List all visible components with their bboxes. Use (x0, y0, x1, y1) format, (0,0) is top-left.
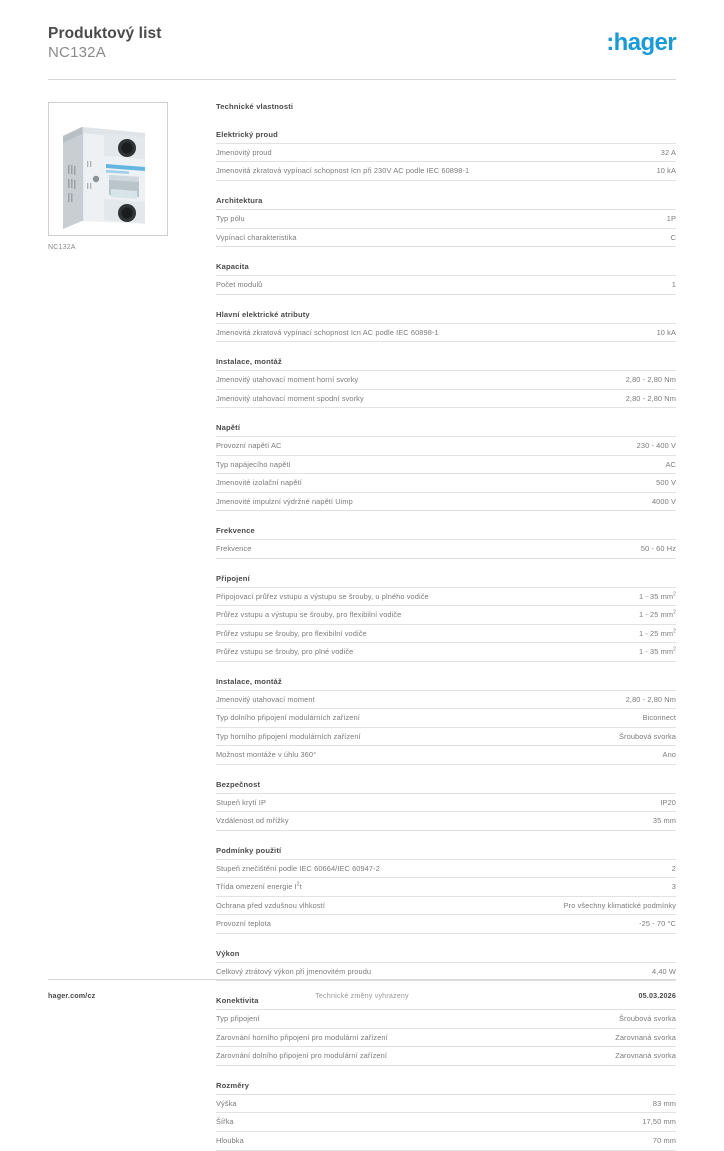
spec-row-value: AC (665, 459, 676, 469)
spec-row-value: 230 - 400 V (636, 441, 676, 451)
spec-row (216, 161, 676, 181)
spec-group (216, 574, 676, 662)
spec-row-value: 10 kA (656, 166, 676, 176)
spec-row-value: Biconnect (642, 713, 676, 723)
spec-row (216, 436, 676, 455)
spec-row-label: Typ napájecího napětí (216, 459, 291, 469)
spec-row-value: C (670, 232, 676, 242)
spec-row-value: 70 mm (652, 1135, 676, 1145)
spec-row (216, 370, 676, 389)
spec-row-label: Zarovnání dolního připojení pro modulární zařízení (216, 1051, 387, 1061)
spec-row (216, 690, 676, 709)
spec-row-value: Pro všechny klimatické podmínky (563, 900, 676, 910)
spec-row-value: 2,80 - 2,80 Nm (625, 375, 676, 385)
header-titles (48, 25, 161, 62)
spec-row-value: Zarovnaná svorka (615, 1032, 676, 1042)
spec-row-label: Vypínací charakteristika (216, 232, 297, 242)
spec-row-value: 1 - 35 $mm^2$ (638, 591, 676, 601)
spec-row-label: Šířka (216, 1117, 234, 1127)
spec-row-value: 1 - 25 $mm^2$ (638, 609, 676, 620)
spec-row-label: Jmenovitý utahovací moment (216, 694, 315, 704)
spec-row-label: Průřez vstupu a výstupu se šrouby, pro flexibilní vodiče (216, 610, 402, 620)
spec-row (216, 143, 676, 162)
spec-row-label: Frekvence (216, 544, 252, 554)
product-image-column (48, 102, 170, 251)
spec-row-value: 500 V (656, 478, 676, 488)
spec-group-heading: Kapacita (216, 262, 249, 272)
spec-row (216, 727, 676, 746)
spec-row-label: Stupeň znečištění podle IEC 60664/IEC 60947-2 (216, 863, 380, 873)
spec-group (216, 423, 676, 511)
spec-row (216, 896, 676, 915)
spec-group (216, 262, 676, 295)
spec-row-label: Typ dolního připojení modulárních zařízení (216, 713, 360, 723)
spec-row-value: Šroubová svorka (619, 731, 676, 741)
spec-row-label: Ochrana před vzdušnou vlhkostí (216, 900, 325, 910)
spec-group-heading: Instalace, montáž (216, 676, 282, 686)
spec-group (216, 677, 676, 765)
footer-row (48, 980, 676, 1000)
spec-group-heading: Rozměry (216, 1080, 250, 1090)
mcb-circuit-breaker-icon (49, 103, 167, 235)
spec-row-label: Typ horního připojení modulárních zařízení (216, 731, 361, 741)
spec-row (216, 587, 676, 606)
footer-disclaimer: Technické změny vyhrazeny (315, 991, 409, 1000)
spec-row (216, 1094, 676, 1113)
product-image-caption: NC132A (48, 243, 76, 251)
spec-row-label: Vzdálenost od mřížky (216, 816, 289, 826)
page-footer (48, 979, 676, 1000)
spec-group (216, 357, 676, 408)
spec-row (216, 877, 676, 896)
spec-row-value: 1P (666, 214, 676, 223)
footer-date: 05.03.2026 (638, 991, 676, 1000)
spec-row-label: Připojovací průřez vstupu a výstupu se šrouby, u plného vodiče (216, 591, 429, 601)
spec-row-value: 1 (671, 280, 676, 290)
spec-group (216, 526, 676, 559)
specifications-title: Technické vlastnosti (216, 101, 294, 111)
spec-row (216, 1046, 676, 1066)
spec-row-value: IP20 (660, 797, 676, 807)
product-image-frame (48, 102, 168, 236)
spec-row-value: 2,80 - 2,80 Nm (625, 694, 676, 704)
spec-group-heading: Konektivita (216, 996, 259, 1006)
spec-row-value: 1 - 25 $mm^2$ (638, 628, 676, 638)
spec-row (216, 473, 676, 492)
spec-group-heading: Výkon (216, 948, 240, 958)
spec-group (216, 846, 676, 934)
spec-row-label: Jmenovitá zkratová vypínací schopnost Icn při 230V AC podle IEC 60898-1 (216, 166, 470, 176)
spec-row (216, 914, 676, 934)
spec-row-label: Jmenovité impulzní výdržné napětí Uimp (216, 496, 353, 506)
spec-row-label: Průřez vstupu se šrouby, pro flexibilní vodiče (216, 628, 367, 638)
spec-row-value: 50 - 60 Hz (640, 544, 676, 554)
spec-row (216, 811, 676, 831)
spec-row-value: 4,40 W (651, 966, 676, 976)
spec-group (216, 780, 676, 831)
footer-website-link[interactable]: hager.com/cz (48, 991, 96, 1000)
spec-row-value: 2,80 - 2,80 Nm (625, 393, 676, 403)
spec-group-heading: Bezpečnost (216, 779, 261, 789)
spec-row-label: Typ připojení (216, 1014, 260, 1024)
spec-row-label: Zarovnání horního připojení pro modulární zařízení (216, 1032, 388, 1042)
spec-row (216, 1009, 676, 1028)
spec-row (216, 605, 676, 624)
spec-row-label: Třída omezení energie $I^2t$ (216, 881, 302, 892)
spec-group-heading: Připojení (216, 573, 250, 583)
spec-row-value: 3 (671, 882, 676, 892)
spec-row-label: Celkový ztrátový výkon při jmenovitém proudu (216, 966, 372, 976)
spec-group-heading: Napětí (216, 423, 241, 433)
spec-row-value: -25 - 70 °C (639, 919, 676, 929)
spec-row (216, 708, 676, 727)
spec-row-label: Průřez vstupu se šrouby, pro plné vodiče (216, 647, 354, 657)
spec-row-label: Jmenovitá zkratová vypínací schopnost Icn AC podle IEC 60898-1 (216, 327, 439, 337)
product-reference-subtitle: NC132A (48, 44, 106, 62)
spec-group-heading: Frekvence (216, 526, 255, 536)
spec-group-heading: Instalace, montáž (216, 357, 282, 367)
spec-row-label: Jmenovitý proud (216, 147, 272, 157)
spec-row (216, 745, 676, 765)
spec-row-label: Jmenovitý utahovací moment spodní svorky (216, 393, 364, 403)
spec-row-label: Stupeň krytí IP (216, 797, 266, 807)
spec-row-label: Počet modulů (216, 280, 263, 290)
spec-row-value: Zarovnaná svorka (615, 1051, 676, 1061)
spec-group (216, 130, 676, 181)
spec-row-value: Šroubová svorka (619, 1014, 676, 1024)
spec-group (216, 949, 676, 982)
spec-row-value: Ano (662, 750, 676, 760)
spec-row (216, 624, 676, 643)
spec-row-value: 2 (671, 863, 676, 873)
spec-group (216, 196, 676, 247)
spec-row (216, 389, 676, 409)
spec-row-label: Jmenovité izolační napětí (216, 478, 302, 488)
spec-group-heading: Hlavní elektrické atributy (216, 309, 310, 319)
spec-row (216, 209, 676, 228)
spec-row-label: Možnost montáže v úhlu 360° (216, 750, 317, 760)
hager-logo: :hager (606, 29, 676, 56)
spec-row-label: Provozní teplota (216, 919, 272, 929)
spec-row (216, 1131, 676, 1151)
spec-row-value: 10 kA (656, 327, 676, 337)
spec-row (216, 275, 676, 295)
spec-row-label: Typ pólu (216, 214, 245, 223)
spec-row (216, 1028, 676, 1047)
spec-row (216, 492, 676, 512)
page-header (48, 0, 676, 62)
spec-row-value: 1 - 35 $mm^2$ (638, 646, 676, 657)
spec-row-value: 35 mm (652, 816, 676, 826)
spec-row (216, 793, 676, 812)
spec-group-heading: Podmínky použití (216, 845, 282, 855)
spec-group (216, 996, 676, 1066)
spec-row (216, 228, 676, 248)
spec-group (216, 1081, 676, 1151)
spec-group-heading: Elektrický proud (216, 129, 278, 139)
spec-group-heading: Architektura (216, 196, 263, 205)
spec-row-label: Hloubka (216, 1135, 244, 1145)
spec-row (216, 642, 676, 662)
spec-row (216, 539, 676, 559)
spec-row (216, 859, 676, 878)
spec-row-label: Jmenovitý utahovací moment horní svorky (216, 375, 359, 385)
spec-row-value: 83 mm (652, 1098, 676, 1108)
spec-row (216, 455, 676, 474)
spec-row-value: 17,50 mm (642, 1117, 676, 1127)
spec-row-label: Výška (216, 1098, 237, 1108)
spec-row-value: 4000 V (651, 496, 676, 506)
spec-row-label: Provozní napětí AC (216, 441, 282, 451)
spec-group (216, 310, 676, 343)
spec-row (216, 323, 676, 343)
spec-row-value: 32 A (660, 147, 676, 157)
page-title: Produktový list (48, 25, 162, 42)
spec-row (216, 1112, 676, 1131)
